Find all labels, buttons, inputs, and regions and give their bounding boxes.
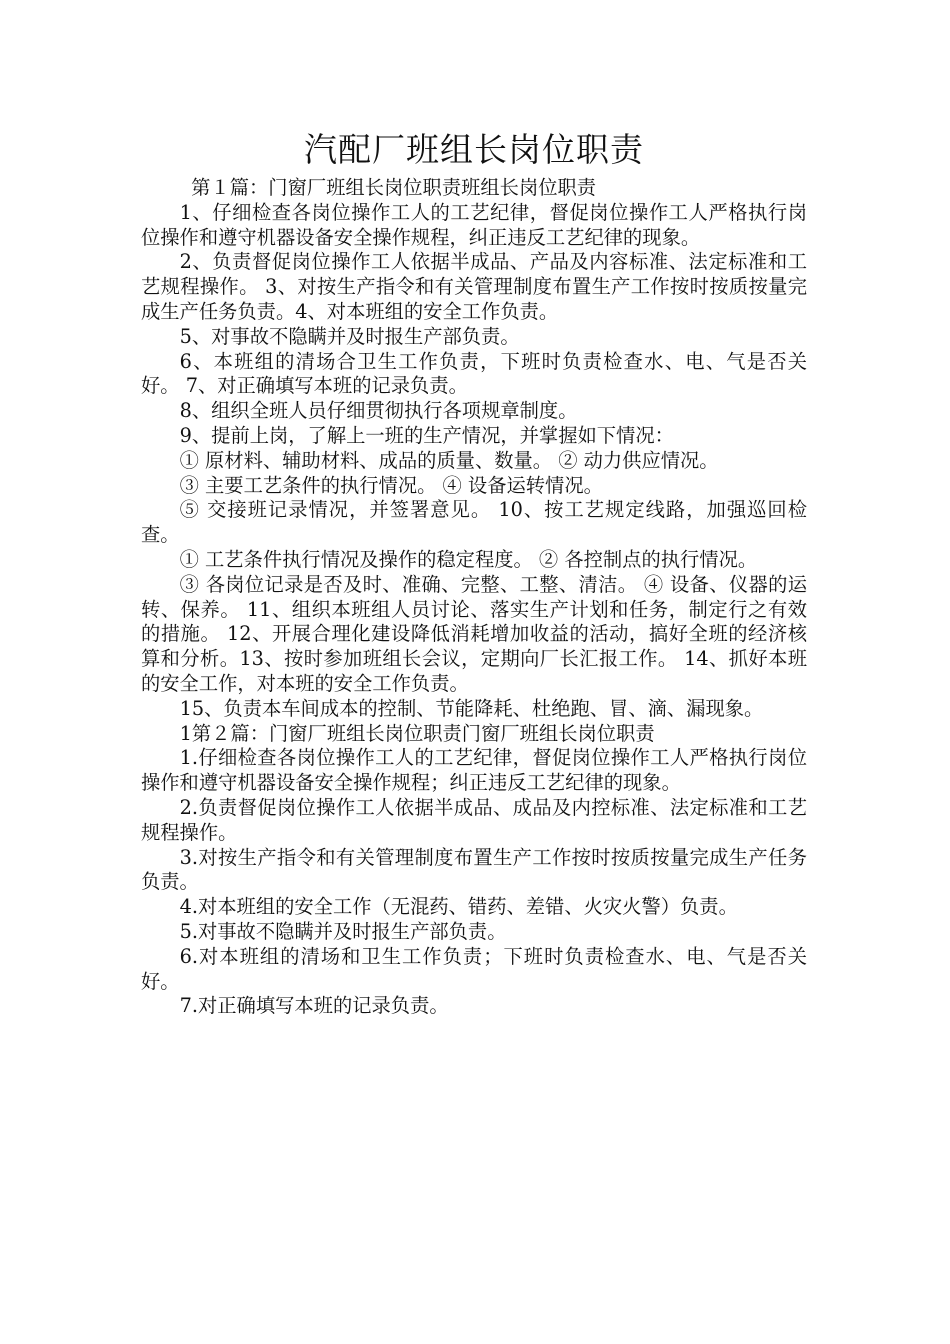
body-paragraph: 2、负责督促岗位操作工人依据半成品、产品及内容标准、法定标准和工艺规程操作。 3、对按生产指令和有关管理制度布置生产工作按时按质按量完成生产任务负责。4、对本班组的安全工作负责。: [141, 250, 807, 323]
body-paragraph: 15、负责本车间成本的控制、节能降耗、杜绝跑、冒、滴、漏现象。: [179, 696, 764, 720]
section-heading-2: 1第２篇：门窗厂班组长岗位职责门窗厂班组长岗位职责: [179, 721, 655, 745]
body-paragraph: ⑤ 交接班记录情况，并签署意见。 10、按工艺规定线路，加强巡回检查。: [141, 498, 807, 547]
body-paragraph: 7.对正确填写本班的记录负责。: [179, 994, 449, 1018]
body-paragraph: ① 工艺条件执行情况及操作的稳定程度。 ② 各控制点的执行情况。: [179, 547, 758, 571]
body-paragraph: 6.对本班组的清场和卫生工作负责；下班时负责检查水、电、气是否关好。: [141, 944, 807, 993]
section-heading-1: 第１篇：门窗厂班组长岗位职责班组长岗位职责: [191, 176, 597, 199]
body-paragraph: 1、仔细检查各岗位操作工人的工艺纪律，督促岗位操作工人严格执行岗位操作和遵守机器设备安全操作规程，纠正违反工艺纪律的现象。: [141, 200, 807, 249]
body-paragraph: 1.仔细检查各岗位操作工人的工艺纪律，督促岗位操作工人严格执行岗位操作和遵守机器设备安全操作规程；纠正违反工艺纪律的现象。: [141, 746, 807, 795]
body-paragraph: 6、本班组的清场合卫生工作负责，下班时负责检查水、电、气是否关好。 7、对正确填写本班的记录负责。: [141, 349, 807, 398]
body-paragraph: ③ 主要工艺条件的执行情况。 ④ 设备运转情况。: [179, 473, 603, 497]
body-paragraph: 5、对事故不隐瞒并及时报生产部负责。: [179, 324, 520, 348]
body-paragraph: 2.负责督促岗位操作工人依据半成品、成品及内控标准、法定标准和工艺规程操作。: [141, 795, 807, 844]
document-title: 汽配厂班组长岗位职责: [304, 130, 644, 169]
body-paragraph: ③ 各岗位记录是否及时、准确、完整、工整、清洁。 ④ 设备、仪器的运转、保养。 11、组织本班组人员讨论、落实生产计划和任务，制定行之有效的措施。 12、开展合理化建设降低消耗增加收益的活动，搞好全班的经济核算和分析。13、按时参加班组长会议，定期向厂长汇报工作。 14、抓好本班的安全工作，对本班的安全工作负责。: [141, 572, 807, 695]
body-paragraph: 9、提前上岗，了解上一班的生产情况，并掌握如下情况：: [179, 423, 674, 447]
body-paragraph: 3.对按生产指令和有关管理制度布置生产工作按时按质按量完成生产任务负责。: [141, 845, 807, 894]
document-page: [141, 128, 807, 1019]
body-paragraph: 8、组织全班人员仔细贯彻执行各项规章制度。: [179, 399, 578, 423]
body-paragraph: 5.对事故不隐瞒并及时报生产部负责。: [179, 919, 507, 943]
body-paragraph: 4.对本班组的安全工作（无混药、错药、差错、火灾火警）负责。: [179, 895, 738, 919]
body-paragraph: ① 原材料、辅助材料、成品的质量、数量。 ② 动力供应情况。: [179, 448, 719, 472]
